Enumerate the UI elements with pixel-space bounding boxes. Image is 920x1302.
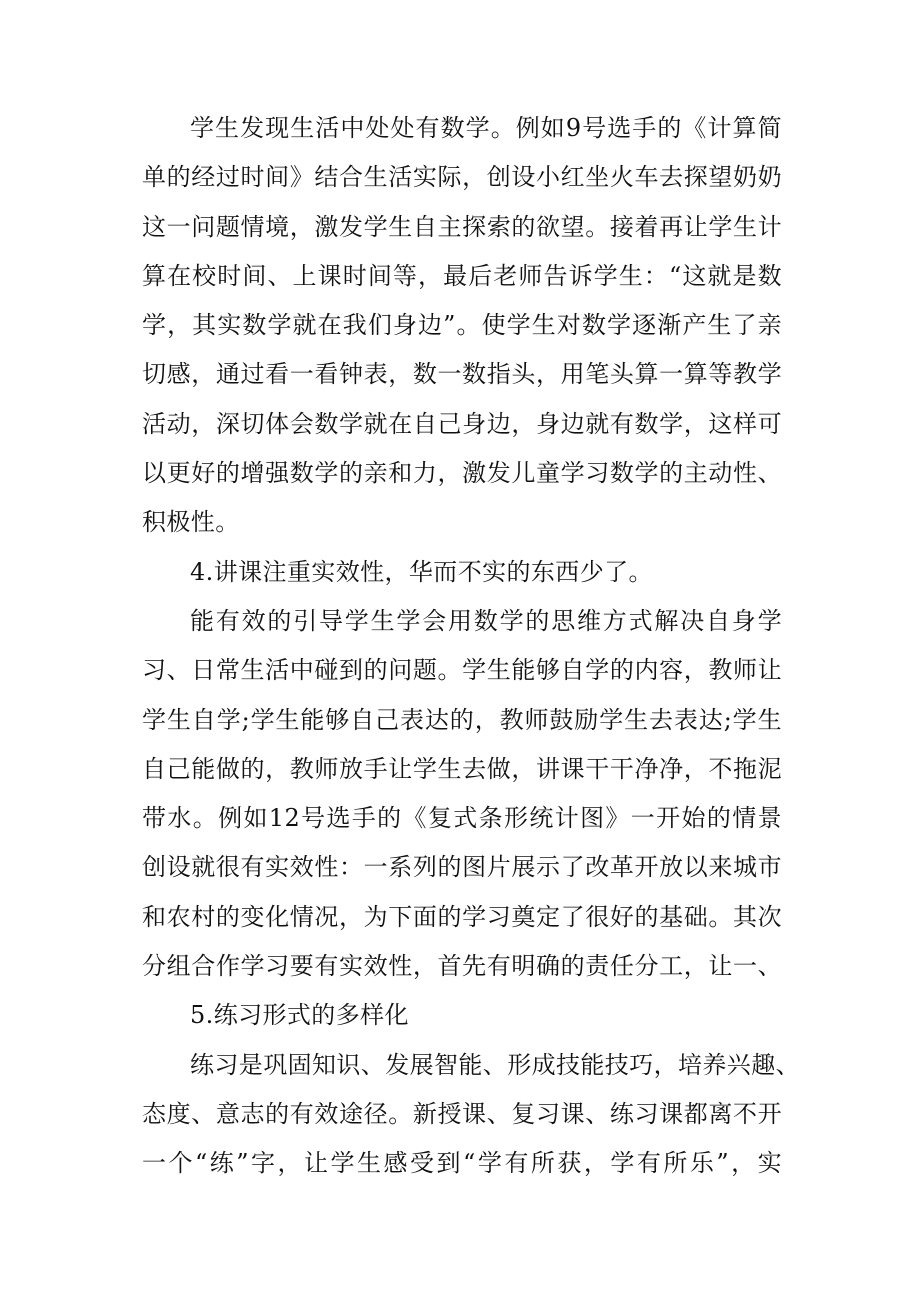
text-line: 态度、意志的有效途径。新授课、复习课、练习课都离不开 [142,1099,782,1128]
text-line: 5.练习形式的多样化 [190,1001,409,1030]
text-line: 创设就很有实效性：一系列的图片展示了改革开放以来城市 [142,853,782,882]
text-line: 以更好的增强数学的亲和力，激发儿童学习数学的主动性、 [142,459,782,488]
document-page [142,104,800,1189]
text-line: 能有效的引导学生学会用数学的思维方式解决自身学 [190,606,782,635]
text-line: 自己能做的，教师放手让学生去做，讲课干干净净，不拖泥 [142,754,782,783]
text-line: 一个“练”字，让学生感受到“学有所获，学有所乐”，实 [142,1149,782,1178]
text-line: 算在校时间、上课时间等，最后老师告诉学生：“这就是数 [142,261,782,290]
text-line: 活动，深切体会数学就在自己身边，身边就有数学，这样可 [142,409,782,438]
text-line: 学生发现生活中处处有数学。例如9号选手的《计算简 [190,114,782,142]
text-line: 习、日常生活中碰到的问题。学生能够自学的内容，教师让 [142,656,782,685]
text-line: 练习是巩固知识、发展智能、形成技能技巧，培养兴趣、 [190,1050,800,1079]
text-line: 分组合作学习要有实效性，首先有明确的责任分工，让一、 [142,952,782,981]
text-line: 学，其实数学就在我们身边”。使学生对数学逐渐产生了亲 [142,311,782,340]
text-line: 切感，通过看一看钟表，数一数指头，用笔头算一算等教学 [142,360,782,389]
text-line: 和农村的变化情况，为下面的学习奠定了很好的基础。其次 [142,902,782,931]
text-line: 带水。例如12号选手的《复式条形统计图》一开始的情景 [142,804,782,833]
text-line: 这一问题情境，激发学生自主探索的欲望。接着再让学生计 [142,212,782,241]
text-line: 4.讲课注重实效性，华而不实的东西少了。 [190,557,653,586]
text-line: 单的经过时间》结合生活实际，创设小红坐火车去探望奶奶 [142,163,782,192]
text-line: 积极性。 [142,508,240,537]
text-line: 学生自学;学生能够自己表达的，教师鼓励学生去表达;学生 [142,705,782,734]
